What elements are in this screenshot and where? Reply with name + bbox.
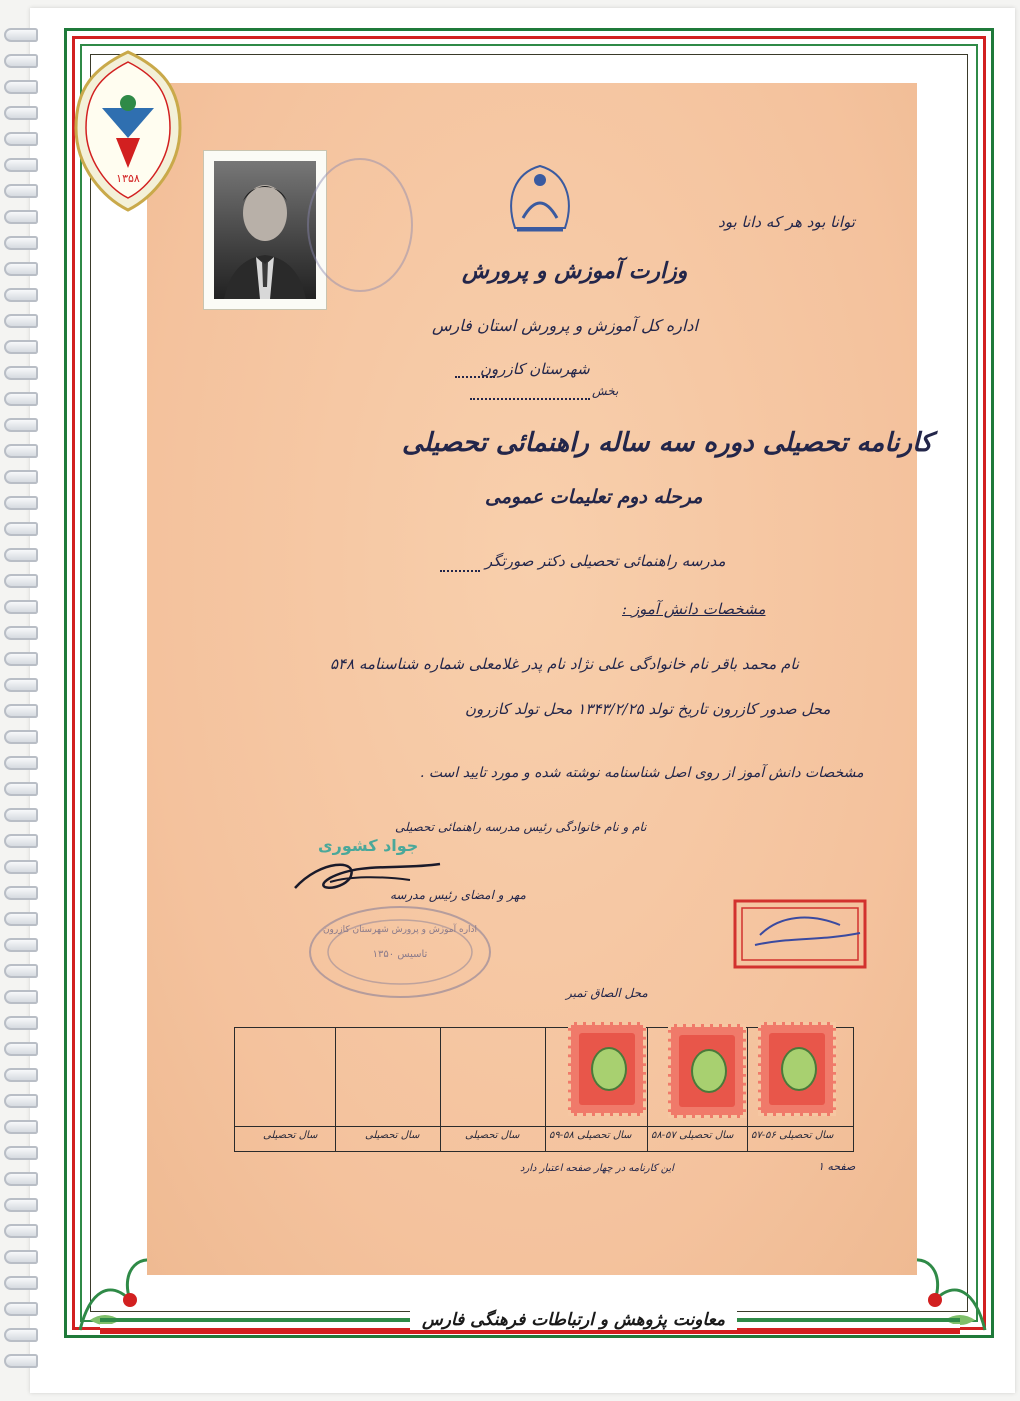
student-details-line-2: محل صدور کازرون تاریخ تولد ۱۳۴۳/۲/۲۵ محل تولد کازرون: [465, 700, 831, 718]
spiral-ring: [4, 392, 38, 406]
spiral-ring: [4, 158, 38, 172]
school-name-text: مدرسه راهنمائی تحصیلی دکتر صورتگر: [485, 552, 726, 570]
principal-name-label: نام و نام خانوادگی رئیس مدرسه راهنمائی تحصیلی: [395, 820, 647, 834]
directorate-text: اداره کل آموزش و پرورش استان فارس: [432, 316, 698, 335]
spiral-ring: [4, 730, 38, 744]
spiral-ring: [4, 574, 38, 588]
seal-year: تاسیس ۱۳۵۰: [372, 949, 428, 960]
spiral-ring: [4, 262, 38, 276]
spiral-ring: [4, 340, 38, 354]
spiral-ring: [4, 1016, 38, 1030]
year-cell-2: سال تحصیلی ۵۷-۵۸: [651, 1130, 734, 1141]
principal-name-stamp: جواد کشوری: [318, 836, 419, 855]
spiral-ring: [4, 678, 38, 692]
spiral-ring: [4, 1094, 38, 1108]
year-cell-1: سال تحصیلی ۵۶-۵۷: [751, 1130, 834, 1141]
spiral-ring: [4, 496, 38, 510]
student-details-line-1: نام محمد باقر نام خانوادگی علی نژاد نام پدر غلامعلی شماره شناسنامه ۵۴۸: [330, 655, 800, 673]
spiral-ring: [4, 600, 38, 614]
spiral-ring: [4, 314, 38, 328]
spiral-binding: [0, 20, 40, 1390]
spiral-ring: [4, 756, 38, 770]
spiral-ring: [4, 54, 38, 68]
spiral-ring: [4, 938, 38, 952]
spiral-ring: [4, 184, 38, 198]
logo-year-text: ۱۳۵۸: [116, 172, 140, 185]
spiral-ring: [4, 1172, 38, 1186]
spiral-ring: [4, 1042, 38, 1056]
spiral-ring: [4, 288, 38, 302]
ministry-title: وزارت آموزش و پرورش: [462, 258, 688, 284]
school-dots: [440, 570, 480, 572]
spiral-ring: [4, 1328, 38, 1342]
page-number: صفحه ۱: [818, 1160, 856, 1173]
spiral-ring: [4, 1354, 38, 1368]
spiral-ring: [4, 28, 38, 42]
red-approval-stamp: [730, 895, 880, 975]
spiral-ring: [4, 886, 38, 900]
organization-logo: [72, 48, 184, 213]
lion-sun-emblem: [505, 158, 575, 238]
spiral-ring: [4, 1224, 38, 1238]
year-cell-3: سال تحصیلی ۵۸-۵۹: [549, 1130, 632, 1141]
motto-text: توانا بود هر که دانا بود: [718, 213, 855, 231]
spiral-ring: [4, 782, 38, 796]
spiral-ring: [4, 548, 38, 562]
year-cell-4: سال تحصیلی: [465, 1130, 520, 1141]
spiral-ring: [4, 626, 38, 640]
spiral-ring: [4, 1068, 38, 1082]
spiral-ring: [4, 132, 38, 146]
verification-note: مشخصات دانش آموز از روی اصل شناسنامه نوشته شده و مورد تایید است .: [420, 765, 864, 781]
stage-subtitle: مرحله دوم تعلیمات عمومی: [485, 486, 703, 508]
stamp-area-label: محل الصاق تمبر: [566, 986, 648, 1000]
spiral-ring: [4, 912, 38, 926]
city-text: شهرستان کازرون: [480, 360, 590, 378]
spiral-ring: [4, 808, 38, 822]
spiral-ring: [4, 470, 38, 484]
section-dots: [470, 398, 590, 400]
spiral-ring: [4, 522, 38, 536]
revenue-stamp-1: [758, 1022, 836, 1116]
spiral-ring: [4, 860, 38, 874]
footer-banner-text: معاونت پژوهش و ارتباطات فرهنگی فارس: [410, 1310, 737, 1330]
spiral-ring: [4, 106, 38, 120]
spiral-ring: [4, 1146, 38, 1160]
validity-note: این کارنامه در چهار صفحه اعتبار دارد: [520, 1163, 674, 1174]
spiral-ring: [4, 418, 38, 432]
year-cell-5: سال تحصیلی: [365, 1130, 420, 1141]
revenue-stamp-3: [568, 1022, 646, 1116]
spiral-ring: [4, 1198, 38, 1212]
seal-text: اداره آموزش و پرورش شهرستان کازرون: [322, 925, 478, 935]
spiral-ring: [4, 80, 38, 94]
section-text: بخش: [592, 384, 619, 398]
city-dots: [455, 376, 495, 378]
spiral-ring: [4, 210, 38, 224]
footer-banner: [100, 1308, 960, 1352]
year-cell-6: سال تحصیلی: [263, 1130, 318, 1141]
spiral-ring: [4, 990, 38, 1004]
spiral-ring: [4, 1302, 38, 1316]
student-section-heading: مشخصات دانش آموز :: [622, 600, 766, 618]
spiral-ring: [4, 964, 38, 978]
report-card-title: کارنامه تحصیلی دوره سه ساله راهنمائی تحصیلی: [402, 428, 933, 458]
spiral-ring: [4, 1120, 38, 1134]
spiral-ring: [4, 444, 38, 458]
spiral-ring: [4, 1276, 38, 1290]
spiral-ring: [4, 652, 38, 666]
signature-label: مهر و امضای رئیس مدرسه: [390, 888, 526, 902]
revenue-stamp-2: [668, 1024, 746, 1118]
spiral-ring: [4, 1250, 38, 1264]
faint-oval-stamp: [300, 150, 420, 300]
school-seal: [305, 902, 495, 1002]
spiral-ring: [4, 236, 38, 250]
spiral-ring: [4, 366, 38, 380]
spiral-ring: [4, 704, 38, 718]
spiral-ring: [4, 834, 38, 848]
